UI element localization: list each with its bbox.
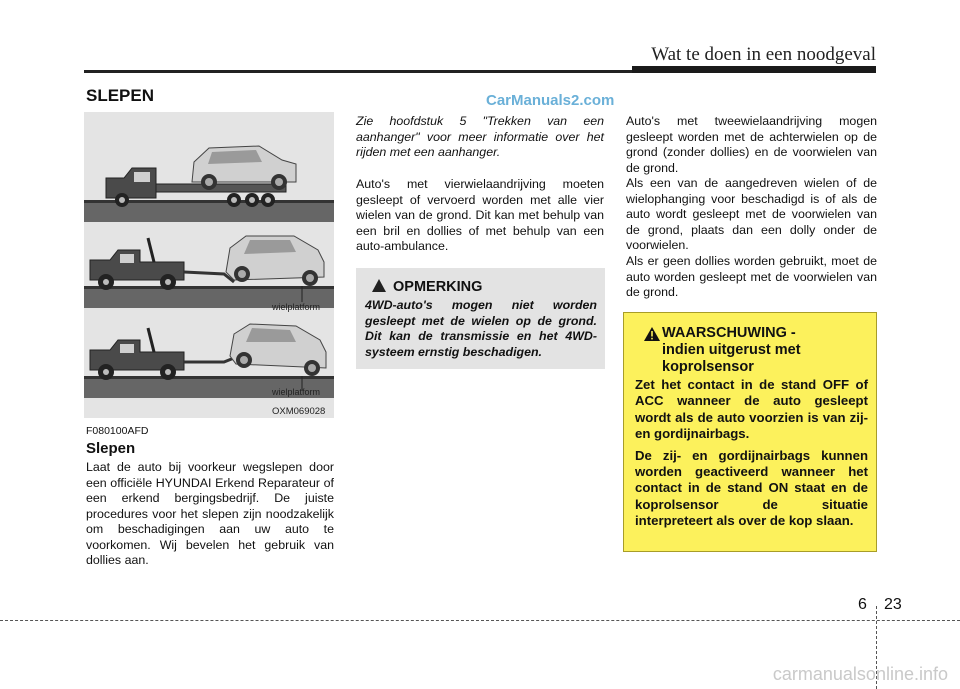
warning-title-line2: indien uitgerust met — [662, 342, 801, 358]
warning-title — [644, 325, 801, 376]
towing-illustration — [84, 112, 334, 418]
2wd-paragraph: Auto's met tweewielaandrijving mogen gesleept worden met de achterwielen op de grond (zonder dollies) en de voorwielen van de grond. — [626, 114, 877, 175]
illustration-label-2: wielplatform — [272, 387, 321, 397]
reference-paragraph: Zie hoofdstuk 5 "Trekken van een aanhanger" voor meer informatie over het rijden met een aanhanger. — [356, 114, 604, 159]
watermark-top: CarManuals2.com — [486, 92, 615, 109]
page-number: 23 — [884, 596, 902, 613]
warning-title-line1: WAARSCHUWING - — [662, 325, 796, 341]
warning-triangle-icon — [372, 279, 386, 292]
no-dolly-paragraph: Als er geen dollies worden gebruikt, moet de auto worden gesleept met de voorwielen van de grond. — [626, 254, 877, 299]
subsection-title: Slepen — [86, 440, 136, 457]
warning-paragraph-1: Zet het contact in de stand OFF of ACC wanneer de auto gesleept wordt als de auto voorzien is van zij- en gordijnairbags. — [635, 377, 868, 442]
note-text: 4WD-auto's mogen niet worden gesleept met de wielen op de grond. Dit kan de transmissie en het 4WD-systeem ernstig beschadigen. — [365, 298, 597, 359]
warning-title-line3: koprolsensor — [662, 359, 754, 375]
illustration-label-1: wielplatform — [272, 302, 321, 312]
warning-paragraph-2: De zij- en gordijnairbags kunnen worden geactiveerd wanneer het contact in de stand ON staat en de koprolsensor de situatie interpreteert als over de kop slaan. — [635, 447, 868, 529]
4wd-paragraph: Auto's met vierwielaandrijving moeten gesleept of vervoerd worden met alle vier wielen van de grond. Dit kan met behulp van een bril en dollies of met behulp van een auto-ambulance. — [356, 177, 604, 253]
dolly-paragraph: Als een van de aangedreven wielen of de wielophanging voor beschadigd is of als de auto wordt gesleept met de voorwielen van de grond, plaats dan een dolly onder de voorwielen. — [626, 176, 877, 252]
chapter-number: 6 — [858, 596, 867, 613]
note-title-text: OPMERKING — [393, 279, 483, 295]
warning-text — [635, 377, 868, 535]
warning-box — [623, 312, 877, 552]
watermark-bottom: carmanualsonline.info — [772, 664, 948, 684]
note-box — [356, 268, 605, 369]
header-title: Wat te doen in een noodgeval — [651, 44, 876, 65]
header-bar — [632, 66, 876, 73]
section-title: SLEPEN — [86, 86, 155, 105]
illustration-code: OXM069028 — [272, 406, 326, 417]
footer-rule — [0, 620, 960, 621]
towing-diagram — [84, 112, 334, 418]
note-title — [372, 278, 482, 295]
intro-paragraph: Laat de auto bij voorkeur wegslepen door een officiële HYUNDAI Erkend Reparateur of een erkend bergingsbedrijf. De juiste procedures voor het slepen zijn noodzakelijk om beschadigingen aan uw auto te voorkomen. Wij bevelen het gebruik van dollies aan. — [86, 460, 334, 567]
section-code: F080100AFD — [86, 425, 149, 437]
